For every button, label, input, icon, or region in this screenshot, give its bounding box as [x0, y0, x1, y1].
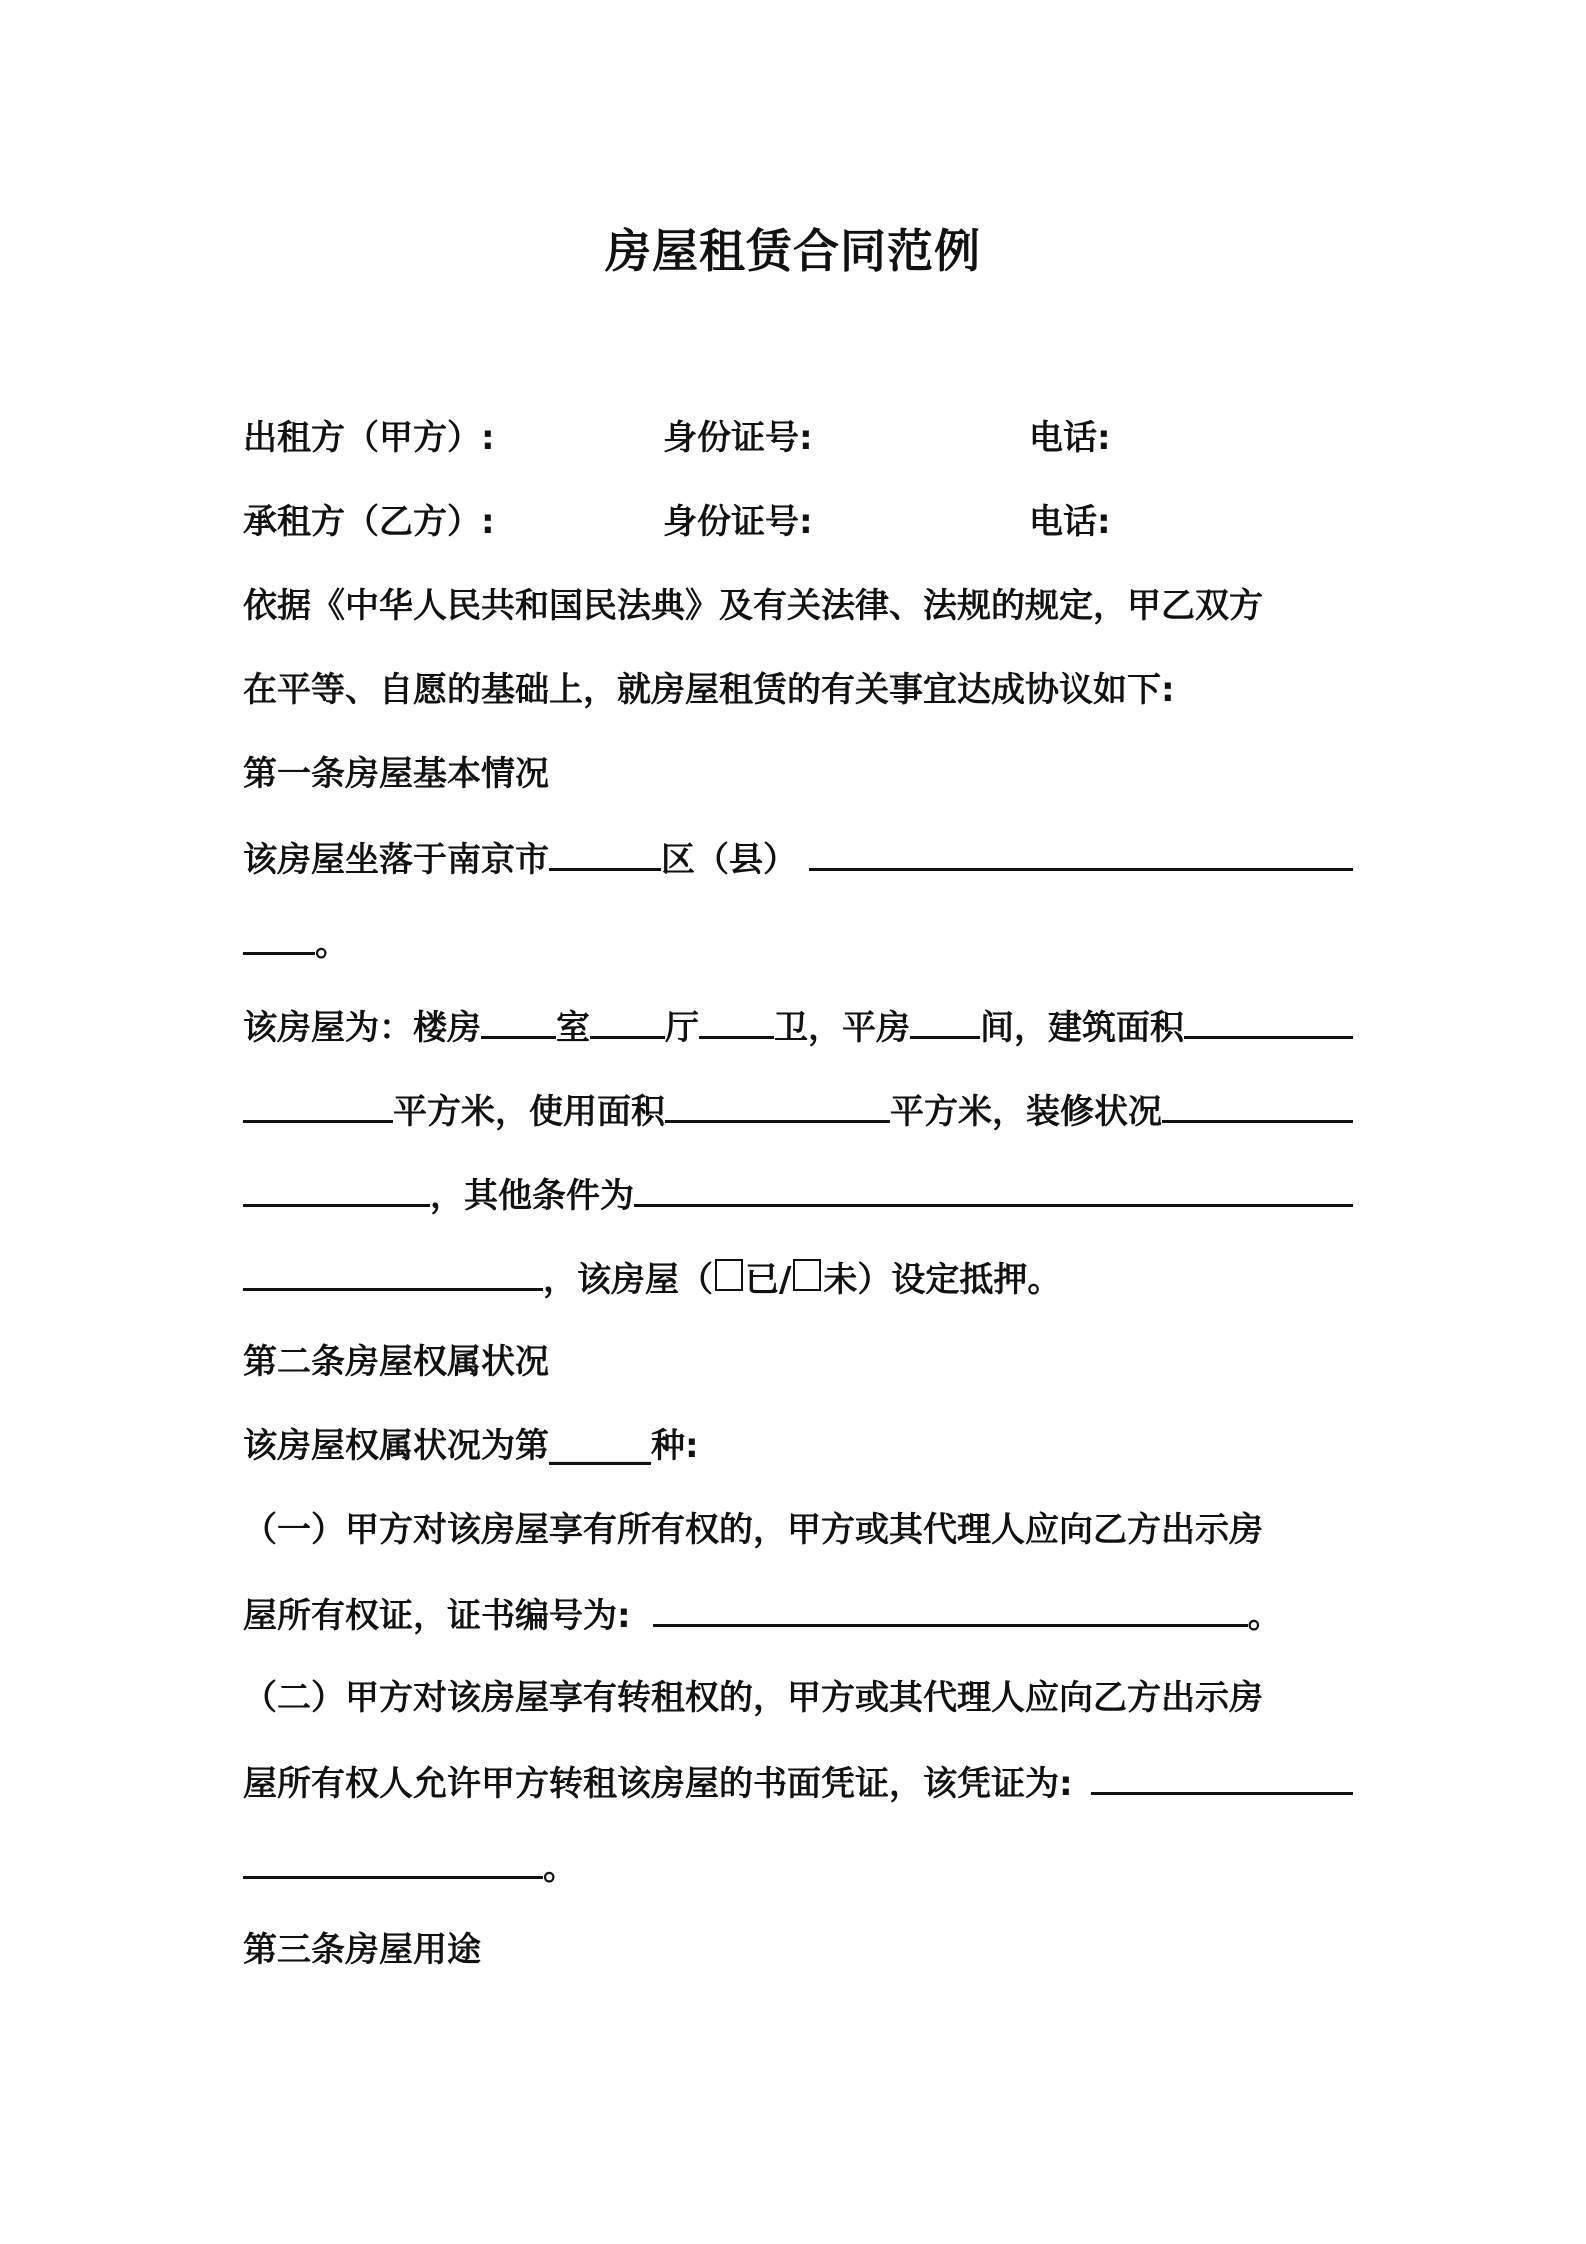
location-end: 。 — [315, 924, 349, 964]
decoration-blank-cont[interactable] — [243, 1164, 430, 1207]
party-a-label: 出租方（甲方）: — [243, 418, 495, 458]
article-1-heading: 第一条房屋基本情况 — [243, 754, 549, 794]
usable-area-blank[interactable] — [665, 1080, 890, 1123]
ownership-status-line: 该房屋权属状况为第______种: — [243, 1426, 699, 1466]
other-conditions-blank[interactable] — [634, 1164, 1353, 1207]
article-3-heading: 第三条房屋用途 — [243, 1930, 481, 1970]
mortgage-text-b: 已/ — [745, 1260, 792, 1300]
sqm-usable-label: 平方米，使用面积 — [393, 1092, 665, 1132]
item-1-cert-label: 屋所有权证，证书编号为: — [243, 1596, 631, 1636]
item-1-end: 。 — [1247, 1596, 1282, 1636]
other-row — [243, 1164, 1353, 1224]
item-2-voucher-label: 屋所有权人允许甲方转租该房屋的书面凭证，该凭证为: — [243, 1764, 1073, 1804]
item-1-line-2 — [243, 1584, 1353, 1644]
building-area-blank[interactable] — [1184, 996, 1353, 1039]
bath-count-blank[interactable] — [699, 996, 774, 1039]
certificate-number-blank[interactable] — [653, 1584, 1248, 1627]
intro-line-1: 依据《中华人民共和国民法典》及有关法律、法规的规定，甲乙双方 — [243, 586, 1263, 626]
mortgage-yes-checkbox[interactable] — [715, 1259, 743, 1291]
item-2-end: 。 — [543, 1848, 577, 1888]
decoration-blank[interactable] — [1162, 1080, 1353, 1123]
party-a-id-label: 身份证号: — [663, 418, 813, 458]
district-blank[interactable] — [549, 828, 661, 871]
other-conditions-label: ，其他条件为 — [430, 1176, 634, 1216]
hall-label: 厅 — [665, 1008, 699, 1048]
document-title: 房屋租赁合同范例 — [605, 224, 981, 278]
other-conditions-blank-cont[interactable] — [243, 1248, 543, 1291]
bath-label: 卫，平房 — [774, 1008, 910, 1048]
room-count-blank[interactable] — [481, 996, 556, 1039]
mortgage-row — [243, 1248, 1353, 1308]
mortgage-text-a: ，该房屋（ — [543, 1260, 713, 1300]
house-type-row — [243, 996, 1353, 1056]
mortgage-text-c: 未）设定抵押。 — [823, 1260, 1062, 1300]
party-a-row — [243, 408, 1353, 468]
intro-line-2: 在平等、自愿的基础上，就房屋租赁的有关事宜达成协议如下: — [243, 670, 1175, 710]
party-a-phone-label: 电话: — [1029, 418, 1111, 458]
location-prefix: 该房屋坐落于南京市 — [243, 840, 549, 880]
item-2-line-2 — [243, 1752, 1353, 1812]
jian-label: 间，建筑面积 — [980, 1008, 1184, 1048]
area-row — [243, 1080, 1353, 1140]
location-row — [243, 828, 1353, 888]
voucher-blank-cont[interactable] — [243, 1836, 543, 1879]
location-mid: 区（县） — [661, 840, 797, 880]
party-b-label: 承租方（乙方）: — [243, 502, 495, 542]
hall-count-blank[interactable] — [590, 996, 665, 1039]
bungalow-count-blank[interactable] — [910, 996, 980, 1039]
mortgage-no-checkbox[interactable] — [793, 1259, 821, 1291]
article-2-heading: 第二条房屋权属状况 — [243, 1342, 549, 1382]
party-b-id-label: 身份证号: — [663, 502, 813, 542]
party-b-phone-label: 电话: — [1029, 502, 1111, 542]
address-blank[interactable] — [809, 828, 1353, 871]
room-label: 室 — [556, 1008, 590, 1048]
location-row-2 — [243, 912, 1353, 972]
address-blank-cont[interactable] — [243, 912, 315, 955]
sqm-decoration-label: 平方米，装修状况 — [890, 1092, 1162, 1132]
item-1-line-1: （一）甲方对该房屋享有所有权的，甲方或其代理人应向乙方出示房 — [243, 1510, 1263, 1550]
item-2-line-1: （二）甲方对该房屋享有转租权的，甲方或其代理人应向乙方出示房 — [243, 1678, 1263, 1718]
party-b-row — [243, 492, 1353, 552]
building-area-blank-cont[interactable] — [243, 1080, 393, 1123]
voucher-blank[interactable] — [1091, 1752, 1353, 1795]
house-type-prefix: 该房屋为：楼房 — [243, 1008, 481, 1048]
item-2-line-3 — [243, 1836, 1353, 1896]
